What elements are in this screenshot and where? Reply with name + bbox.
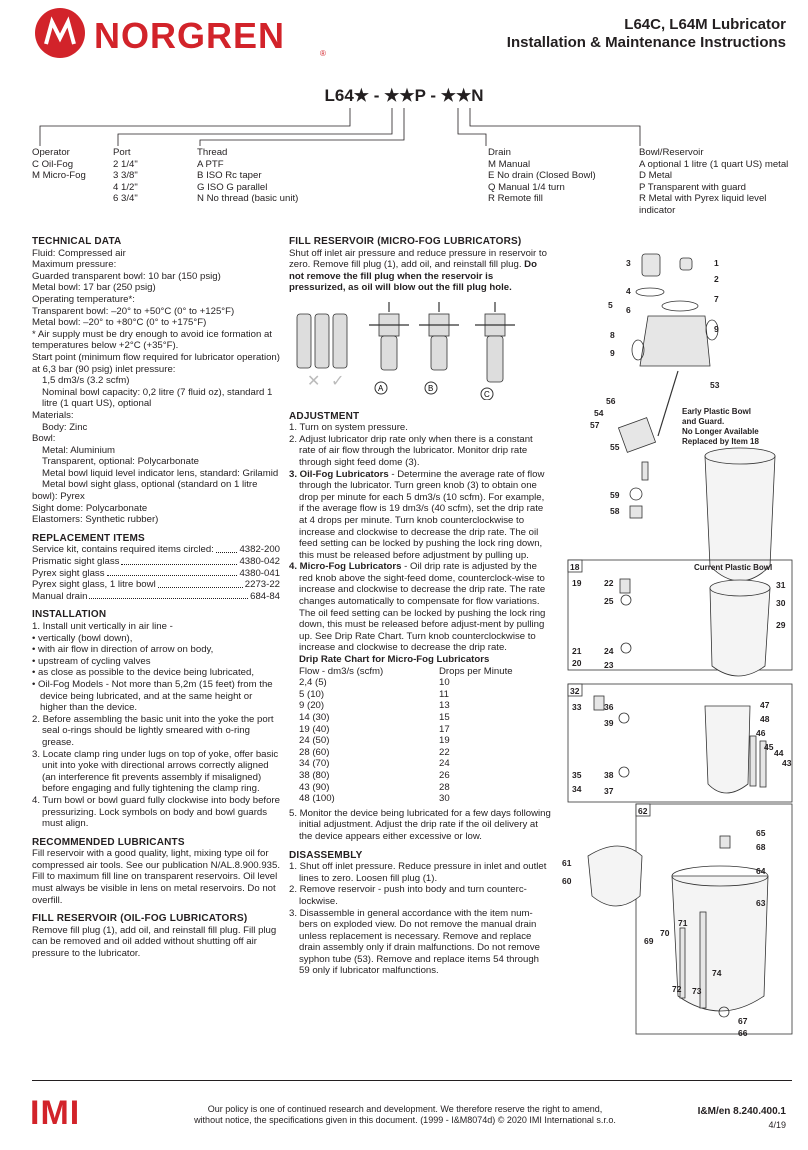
part-number: 73 (692, 986, 702, 996)
part-number: 68 (756, 842, 766, 852)
option-item: Q Manual 1/4 turn (488, 181, 565, 193)
part-number: 45 (764, 742, 774, 752)
text-line: Transparent, optional: Polycarbonate (42, 456, 199, 468)
table-cell: 28 (60) (299, 746, 330, 758)
part-number: 63 (756, 898, 766, 908)
replacement-item: Pyrex sight glass 4380-041 (32, 567, 280, 579)
part-number: 65 (756, 828, 766, 838)
option-title: Drain (488, 147, 511, 158)
section-title-replacement: REPLACEMENT ITEMS (32, 532, 145, 544)
part-number: 25 (604, 596, 614, 606)
part-number: 61 (562, 858, 572, 868)
section-title-lubricants: RECOMMENDED LUBRICANTS (32, 836, 185, 848)
column-middle (289, 236, 551, 977)
list-item: • vertically (bowl down), (32, 632, 133, 644)
list-item: 3. Oil-Fog Lubricators - Determine the average rate of flow through the lubricator. Turn green knob (3) to obtain one drop per minute for each 5 dm3/s (10 scfm). For example, if the average flow is 19 dm3/s (40 scfm), set the drip rate at 4 drops per minute. Turn knob counterclockwise to increase and clockwise to decrease the drip rate. The oil feed setting can be locked by pushing the lock ring down, this must be released before adjustment by pulling up. (289, 468, 545, 561)
list-item: 3. Disassemble in general accordance with the item num-bers on exploded view. Do not remove the manual drain unless replacement is necessary. Remove and replace drain assembly only if drain malfunctions. Do not remove syphon tube (53). Remove and replace items 54 through 59 only if lubricator malfunctions. (289, 907, 541, 977)
text-line: Operating temperature*: (32, 293, 135, 305)
option-title: Bowl/Reservoir (639, 147, 704, 158)
text-line: Nominal bowl capacity: 0,2 litre (7 fluid oz), standard 1 litre (1 quart US), optional (42, 386, 273, 410)
list-item: • Oil-Fog Models - Not more than 5,2m (15 feet) from the device being lubricated, and at the same height or higher than the device. (32, 678, 273, 714)
option-item: 4 1/2" (113, 181, 138, 193)
text-line: Our policy is one of continued research and development. We therefore reserve the right to amend, (207, 1104, 603, 1114)
option-bowl (639, 147, 791, 217)
model-code: L64★ - ★★P - ★★N (324, 86, 484, 105)
part-number: 59 (610, 490, 620, 500)
text-line: 1. Install unit vertically in air line - (32, 621, 173, 632)
text-line: 1,5 dm3/s (3.2 scfm) (42, 375, 130, 387)
list-item: 4. Micro-Fog Lubricators - Oil drip rate is adjusted by the red knob above the sight-feed dome, counterclock-wise to increase and clockwise to decrease the drip rate. The rate changes automatically to compensate for flow variations. The oil feed setting can be locked by pushing the lock ring down, this must be released before adjust-ment by pulling up. See Drip Rate Chart. Turn knob counterclockwise to increase and clockwise to decrease the drip rate. (289, 561, 546, 654)
part-number: 9 (610, 348, 615, 358)
drip-chart-title: Drip Rate Chart for Micro-Fog Lubricators (299, 654, 490, 666)
option-title: Operator (32, 147, 70, 158)
table-header: Drops per Minute (439, 665, 513, 677)
option-item: D Metal (639, 170, 673, 182)
list-item: • with air flow in direction of arrow on body, (32, 644, 214, 656)
table-cell: 19 (439, 735, 450, 747)
part-number: 71 (678, 918, 688, 928)
text-line: Guarded transparent bowl: 10 bar (150 psig) (32, 270, 221, 282)
list-item: 2. Adjust lubricator drip rate only when there is a constant rate of air flow through the lubricator. Monitor drip rate through sight feed dome (3). (289, 433, 533, 468)
part-number: 37 (604, 786, 614, 796)
text-line: without notice, the specifications given in this document. (1999 - I&M8074d) © 2020 IMI International s.r.o. (194, 1115, 616, 1125)
part-number: 39 (604, 718, 614, 728)
part-number: 35 (572, 770, 582, 780)
table-cell: 15 (439, 712, 450, 723)
part-number: 1 (714, 258, 719, 268)
table-cell: 34 (70) (299, 758, 330, 770)
list-item: • as close as possible to the device being lubricated, (32, 667, 255, 679)
part-number: 66 (738, 1028, 748, 1036)
replacement-item: Manual drain 684-84 (32, 590, 280, 602)
table-cell: 43 (90) (299, 781, 330, 793)
imi-logo: IMI (30, 1094, 81, 1132)
part-number: 20 (572, 658, 582, 668)
part-number: 43 (782, 758, 792, 768)
table-cell: 2,4 (5) (299, 677, 327, 689)
text-line: Elastomers: Synthetic rubber) (32, 514, 159, 526)
svg-text:®: ® (320, 49, 326, 58)
part-number: 48 (760, 714, 770, 724)
brand-logo (30, 4, 330, 60)
option-item: M Manual (488, 158, 531, 170)
part-number: 2 (714, 274, 719, 284)
table-header: Flow - dm3/s (scfm) (299, 665, 384, 677)
table-cell: 22 (439, 746, 450, 758)
part-number: 33 (572, 702, 582, 712)
table-cell: 28 (439, 781, 450, 793)
part-number: 32 (570, 686, 580, 696)
option-operator (32, 147, 112, 182)
table-cell: 38 (80) (299, 769, 330, 781)
part-number: 69 (644, 936, 654, 946)
brand-name: NORGREN (94, 15, 286, 56)
section-title-installation: INSTALLATION (32, 609, 107, 621)
option-item: M Micro-Fog (32, 170, 86, 182)
text-line: Body: Zinc (42, 421, 88, 433)
diagram-note: Replaced by Item 18 (682, 437, 759, 446)
part-number: 22 (604, 578, 614, 588)
option-port (113, 147, 193, 205)
fill-figure (289, 300, 551, 400)
part-number: 70 (660, 928, 670, 938)
policy-text (180, 1104, 630, 1126)
doc-subtitle: Installation & Maintenance Instructions (506, 34, 786, 51)
part-number: 24 (604, 646, 614, 656)
part-number: 34 (572, 784, 582, 794)
list-item: 5. Monitor the device being lubricated for a few days following initial adjustment. Adjust the drip rate if the oil delivery at the device appears either excessive or low. (289, 807, 551, 842)
paragraph: Remove fill plug (1), add oil, and reinstall fill plug. Fill plug can be removed and oil added without shutting off air pressure to the lubricator. (32, 924, 277, 960)
text-line: Metal: Aluminium (42, 444, 116, 456)
part-number: 46 (756, 728, 766, 738)
option-title: Port (113, 147, 131, 158)
list-item: 2. Before assembling the basic unit into the yoke the port seal o-rings should be lightly smeared with o-ring grease. (32, 713, 274, 748)
figure-label: B (428, 383, 434, 393)
diagram-note: and Guard. (682, 417, 725, 426)
paragraph: Shut off inlet air pressure and reduce pressure in reservoir to zero. Remove fill plug (1), add oil, and reinstall fill plug. Do not remove the fill plug when the reservoir is pressurized, as oil will blow out the fill plug hole. (289, 247, 547, 294)
text-line: Materials: (32, 409, 74, 421)
diagram-note: Current Plastic Bowl (694, 563, 773, 572)
text-line: Maximum pressure: (32, 259, 117, 271)
section-title-adjustment: ADJUSTMENT (289, 410, 360, 422)
text-line: Metal bowl liquid level indicator lens, standard: Grilamid (42, 467, 279, 479)
replacement-item: Prismatic sight glass 4380-042 (32, 556, 280, 568)
section-title-disassembly: DISASSEMBLY (289, 849, 363, 861)
replacement-item: Pyrex sight glass, 1 litre bowl 2273-22 (32, 579, 280, 591)
option-item: R Remote fill (488, 193, 543, 205)
part-number: 62 (638, 806, 648, 816)
text-line: Bowl: (32, 433, 56, 445)
part-number: 31 (776, 580, 786, 590)
text-line: bowl): Pyrex (32, 491, 85, 503)
option-thread (197, 147, 315, 205)
option-item: 2 1/4" (113, 158, 138, 170)
doc-title: L64C, L64M Lubricator (624, 16, 786, 33)
part-number: 54 (594, 408, 604, 418)
part-number: 3 (626, 258, 631, 268)
part-number: 23 (604, 660, 614, 670)
option-item: 3 3/8" (113, 170, 138, 182)
text-line: Start point (minimum flow required for lubricator operation) at 6,3 bar (90 psig) inlet pressure: (32, 351, 280, 375)
part-number: 19 (572, 578, 582, 588)
table-cell: 14 (30) (299, 712, 330, 723)
part-number: 5 (608, 300, 613, 310)
diagram-note: Early Plastic Bowl (682, 407, 751, 416)
part-number: 58 (610, 506, 620, 516)
section-title-fill-oilfog: FILL RESERVOIR (OIL-FOG LUBRICATORS) (32, 913, 248, 925)
part-number: 18 (570, 562, 580, 572)
text-line: Transparent bowl: –20° to +50°C (0° to +125°F) (32, 305, 235, 317)
option-item: A optional 1 litre (1 quart US) metal (639, 158, 789, 170)
list-item: 1. Shut off inlet pressure. Reduce pressure in inlet and outlet lines to zero. Loosen fill plug (1). (289, 861, 547, 884)
diagram-note: No Longer Available (682, 427, 759, 436)
part-number: 38 (604, 770, 614, 780)
part-number: 57 (590, 420, 600, 430)
option-item: E No drain (Closed Bowl) (488, 170, 596, 182)
option-item: N No thread (basic unit) (197, 193, 299, 205)
table-cell: 26 (439, 769, 450, 781)
part-number: 7 (714, 294, 719, 304)
part-number: 47 (760, 700, 770, 710)
part-number: 55 (610, 442, 620, 452)
option-item: P Transparent with guard (639, 181, 747, 193)
option-drain (488, 147, 628, 205)
option-item: B ISO Rc taper (197, 170, 262, 182)
list-item: 3. Locate clamp ring under lugs on top of yoke, offer basic unit into yoke with directional arrows correctly aligned (an interference fit prevents assembly if misaligned) before engaging and fully tightening the clamp ring. (32, 748, 279, 795)
part-number: 44 (774, 748, 784, 758)
exploded-view-diagram (560, 236, 800, 1036)
text-line: Metal bowl sight glass, optional (standard on 1 litre (42, 479, 258, 491)
part-number: 64 (756, 866, 766, 876)
part-number: 30 (776, 598, 786, 608)
option-item: G ISO G parallel (197, 181, 268, 193)
norgren-logo-icon (30, 4, 330, 60)
part-number: 6 (626, 305, 631, 315)
column-left (32, 236, 280, 960)
option-title: Thread (197, 147, 228, 158)
replacement-item: Service kit, contains required items circled: 4382-200 (32, 544, 280, 556)
section-title-technical: TECHNICAL DATA (32, 236, 122, 247)
table-cell: 30 (439, 793, 450, 805)
list-item: 1. Turn on system pressure. (289, 422, 408, 434)
svg-text:✕: ✕ (307, 372, 321, 390)
option-item: R Metal with Pyrex liquid level indicator (639, 193, 767, 216)
part-number: 60 (562, 876, 572, 886)
figure-label: C (484, 389, 490, 399)
part-number: 29 (776, 620, 786, 630)
drip-chart-table (289, 666, 551, 805)
part-number: 21 (572, 646, 582, 656)
part-number: 53 (710, 380, 720, 390)
part-number: 4 (626, 286, 631, 296)
option-item: C Oil-Fog (32, 158, 74, 170)
text-line: Sight dome: Polycarbonate (32, 502, 148, 514)
part-number: 72 (672, 984, 682, 994)
text-line: * Air supply must be dry enough to avoid ice formation at temperatures below +2°C (+35°F). (32, 328, 272, 352)
table-cell: 10 (439, 677, 450, 689)
part-number: 56 (606, 396, 616, 406)
doc-number: I&M/en 8.240.400.1 (697, 1106, 786, 1117)
figure-label: A (378, 383, 384, 393)
page-number: 4/19 (768, 1120, 786, 1130)
svg-text:✓: ✓ (331, 372, 345, 390)
part-number: 9 (714, 324, 719, 334)
paragraph: Fill reservoir with a good quality, light, mixing type oil for compressed air tools. See our publication N/AL.8.900.935. Fill to maximum fill line on transparent reservoirs. Oil level must always be visible in lens on metal reservoirs. Do not overfill. (32, 848, 280, 906)
footer-rule (32, 1080, 792, 1081)
part-number: 36 (604, 702, 614, 712)
code-bracket-lines (0, 104, 808, 148)
option-item: 6 3/4" (113, 193, 138, 205)
table-cell: 13 (439, 700, 450, 712)
table-cell: 19 (40) (299, 723, 330, 735)
table-cell: 48 (100) (299, 793, 335, 805)
option-item: A PTF (197, 158, 224, 170)
list-item: 2. Remove reservoir - push into body and turn counterc-lockwise. (289, 884, 527, 907)
text-line: Metal bowl: –20° to +80°C (0° to +175°F) (32, 317, 207, 329)
table-cell: 11 (439, 688, 449, 700)
list-item: • upstream of cycling valves (32, 655, 151, 667)
table-cell: 5 (10) (299, 688, 325, 700)
table-cell: 9 (20) (299, 700, 325, 712)
table-cell: 17 (439, 723, 450, 735)
part-number: 67 (738, 1016, 748, 1026)
list-item: 4. Turn bowl or bowl guard fully clockwise into body before pressurizing. Lock symbols on body and bowl guards must align. (32, 794, 280, 830)
text-line: Fluid: Compressed air (32, 247, 126, 259)
table-cell: 24 (50) (299, 735, 330, 747)
table-cell: 24 (439, 758, 450, 770)
part-number: 8 (610, 330, 615, 340)
text-line: Metal bowl: 17 bar (250 psig) (32, 282, 156, 294)
part-number: 74 (712, 968, 722, 978)
section-title-fill-microfog: FILL RESERVOIR (MICRO-FOG LUBRICATORS) (289, 236, 522, 247)
